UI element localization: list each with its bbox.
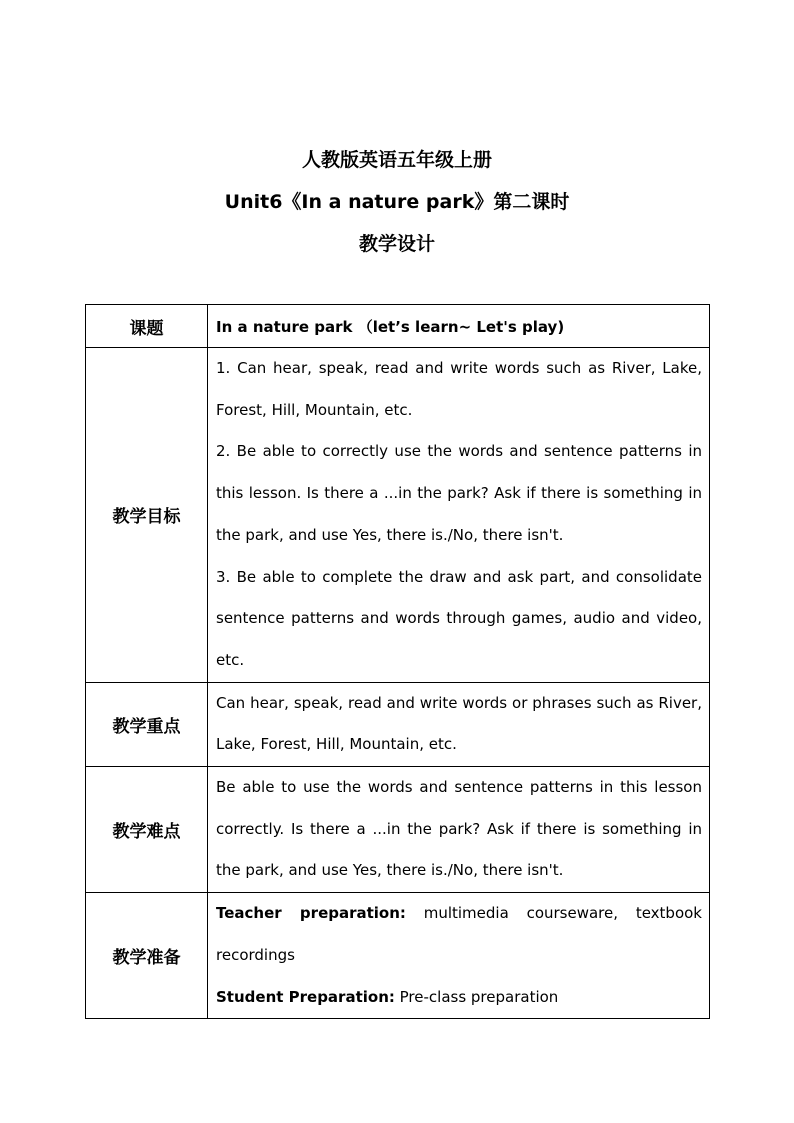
teacher-preparation-text: multimedia courseware, textbook recordings [216, 904, 702, 964]
document-title-design: 教学设计 [358, 233, 435, 255]
lesson-plan-table [85, 304, 710, 1019]
difficulties-label: 教学难点 [86, 767, 208, 893]
key-points-label: 教学重点 [86, 682, 208, 766]
table-row-key-points [86, 682, 710, 766]
teacher-preparation [216, 893, 702, 976]
topic-label: 课题 [86, 305, 208, 348]
preparation-label: 教学准备 [86, 893, 208, 1019]
key-points-text: Can hear, speak, read and write words or phrases such as River, Lake, Forest, Hill, Mountain, etc. [216, 693, 702, 754]
document-title-grade: 人教版英语五年级上册 [301, 149, 492, 171]
key-points-content [208, 682, 710, 766]
table-row-difficulties [86, 767, 710, 893]
objectives-content [208, 348, 710, 683]
document-title-unit: Unit6《In a nature park》第二课时 [224, 191, 570, 213]
student-preparation-text: Pre-class preparation [394, 987, 559, 1006]
document-header [0, 146, 794, 272]
objective-item-3: 3. Be able to complete the draw and ask part, and consolidate sentence patterns and words through games, audio and video, etc. [216, 567, 702, 669]
preparation-content [208, 893, 710, 1019]
table-row-topic [86, 305, 710, 348]
topic-value: In a nature park （let’s learn~ Let's play) [208, 305, 710, 348]
difficulties-text: Be able to use the words and sentence patterns in this lesson correctly. Is there a ...in the park? Ask if there is something in the park, and use Yes, there is./No, there isn't. [216, 778, 702, 880]
objective-item-2: 2. Be able to correctly use the words and sentence patterns in this lesson. Is there a ...in the park? Ask if there is something in the park, and use Yes, there is./No, there isn't. [216, 442, 702, 544]
student-preparation [216, 977, 702, 1019]
teacher-preparation-label: Teacher preparation: [216, 904, 406, 923]
table-row-objectives [86, 348, 710, 683]
difficulties-content [208, 767, 710, 893]
objective-item-1: 1. Can hear, speak, read and write words such as River, Lake, Forest, Hill, Mountain, etc. [216, 359, 702, 419]
student-preparation-label: Student Preparation: [216, 987, 395, 1006]
table-row-preparation [86, 893, 710, 1019]
objectives-label: 教学目标 [86, 348, 208, 683]
